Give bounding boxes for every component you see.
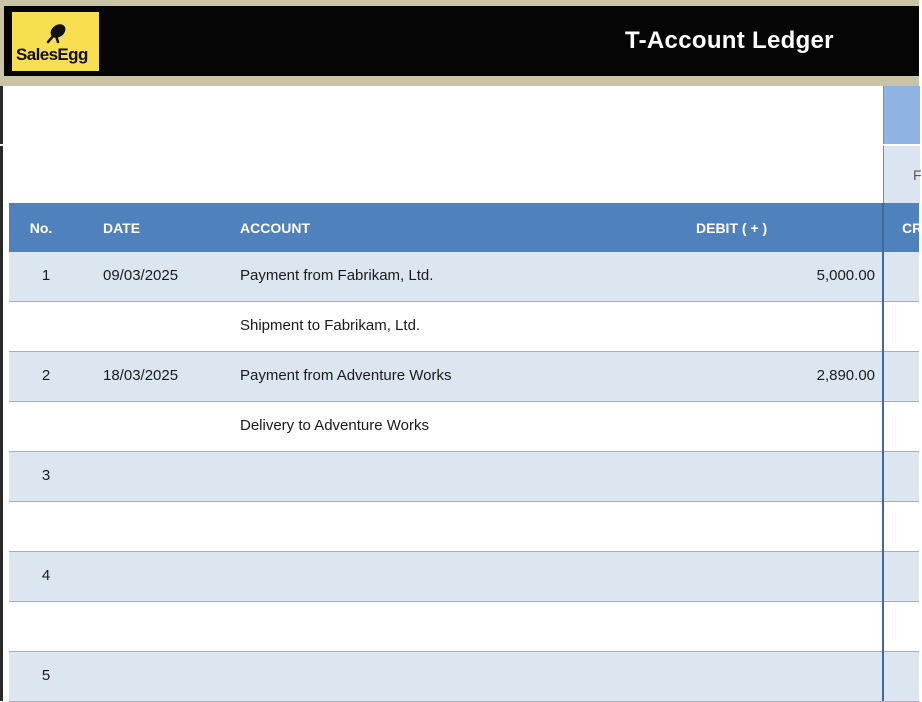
column-header-no[interactable]: No. (29, 220, 53, 236)
cell-no[interactable]: 2 (41, 367, 51, 384)
cell-debit[interactable]: 2,890.00 (816, 367, 875, 384)
cell-account[interactable]: Delivery to Adventure Works (240, 417, 429, 434)
debit-credit-divider (882, 203, 884, 701)
side-panel-header (883, 86, 920, 144)
cell-account[interactable]: Payment from Fabrikam, Ltd. (240, 267, 434, 284)
cell-no[interactable]: 4 (41, 567, 51, 584)
table-row[interactable] (9, 302, 919, 352)
table-row[interactable] (9, 552, 919, 602)
table-row[interactable] (9, 252, 919, 302)
cell-account[interactable]: Shipment to Fabrikam, Ltd. (240, 317, 421, 334)
sheet-top-area (3, 86, 882, 203)
logo-text: SalesEgg (16, 45, 88, 64)
cell-no[interactable]: 1 (41, 267, 51, 284)
table-row[interactable] (9, 452, 919, 502)
table-row[interactable] (9, 652, 919, 702)
table-row[interactable] (9, 602, 919, 652)
cell-date[interactable]: 09/03/2025 (103, 267, 179, 284)
table-row[interactable] (9, 502, 919, 552)
salesegg-logo[interactable] (12, 12, 99, 71)
cell-account[interactable]: Payment from Adventure Works (240, 367, 452, 384)
cell-no[interactable]: 3 (41, 467, 51, 484)
side-panel-cell (883, 145, 920, 204)
column-header-account[interactable]: ACCOUNT (240, 220, 310, 236)
table-row[interactable] (9, 352, 919, 402)
column-header-date[interactable]: DATE (103, 220, 141, 236)
side-panel-label: F (913, 167, 922, 183)
column-header-debit[interactable]: DEBIT ( + ) (696, 220, 768, 236)
egg-icon (44, 18, 70, 44)
cell-date[interactable]: 18/03/2025 (103, 367, 179, 384)
page-title: T-Account Ledger (625, 27, 834, 54)
table-row[interactable] (9, 402, 919, 452)
ledger-table (9, 203, 922, 702)
column-header-credit[interactable]: CR (902, 220, 922, 236)
cell-debit[interactable]: 5,000.00 (816, 267, 875, 284)
cell-no[interactable]: 5 (41, 667, 51, 684)
table-header-row (9, 203, 922, 252)
app-header (0, 0, 919, 86)
